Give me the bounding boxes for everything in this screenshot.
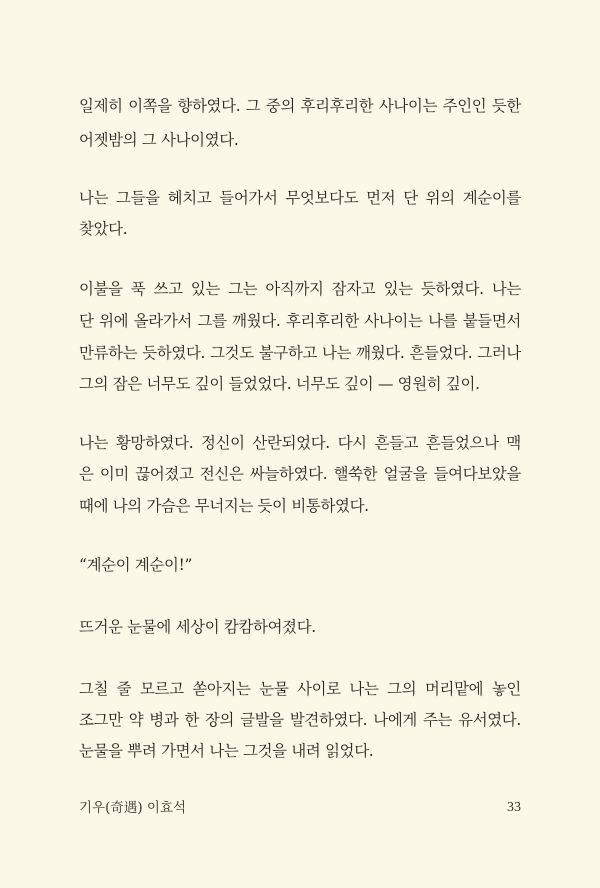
text-line: 조그만 약 병과 한 장의 글발을 발견하였다. 나에게 주는 유서였다. xyxy=(79,711,521,729)
text-line: 만류하는 듯하였다. 그것도 불구하고 나는 깨웠다. 흔들었다. 그러나 xyxy=(79,344,521,362)
text-line: 그의 잠은 너무도 깊이 들었었다. 너무도 깊이 — 영원히 깊이. xyxy=(79,375,480,393)
text-line: 찾았다. xyxy=(79,220,128,238)
text-line: 나는 그들을 헤치고 들어가서 무엇보다도 먼저 단 위의 계순이를 xyxy=(79,189,521,207)
text-line: 나는 황망하였다. 정신이 산란되었다. 다시 흔들고 흔들었으나 맥 xyxy=(79,434,521,452)
text-line: 일제히 이쪽을 향하였다. 그 중의 후리후리한 사나이는 주인인 듯한 xyxy=(79,97,521,115)
text-line: 그칠 줄 모르고 쏟아지는 눈물 사이로 나는 그의 머리맡에 놓인 xyxy=(79,680,521,698)
text-line: 뜨거운 눈물에 세상이 캄캄하여졌다. xyxy=(79,618,316,636)
text-line: 어젯밤의 그 사나이였다. xyxy=(79,131,239,149)
running-footer-title: 기우(奇遇) 이효석 xyxy=(79,800,187,816)
text-line: “계순이 계순이!” xyxy=(79,556,193,574)
text-line: 은 이미 끊어졌고 전신은 싸늘하였다. 핼쑥한 얼굴을 들여다보았을 xyxy=(79,465,521,483)
text-line: 때에 나의 가슴은 무너지는 듯이 비통하였다. xyxy=(79,497,369,515)
text-line: 이불을 푹 쓰고 있는 그는 아직까지 잠자고 있는 듯하였다. 나는 xyxy=(79,280,521,298)
text-line: 눈물을 뿌려 가면서 나는 그것을 내려 읽었다. xyxy=(79,742,374,760)
text-line: 단 위에 올라가서 그를 깨웠다. 후리후리한 사나이는 나를 붙들면서 xyxy=(79,312,521,330)
page-number: 33 xyxy=(507,800,521,815)
